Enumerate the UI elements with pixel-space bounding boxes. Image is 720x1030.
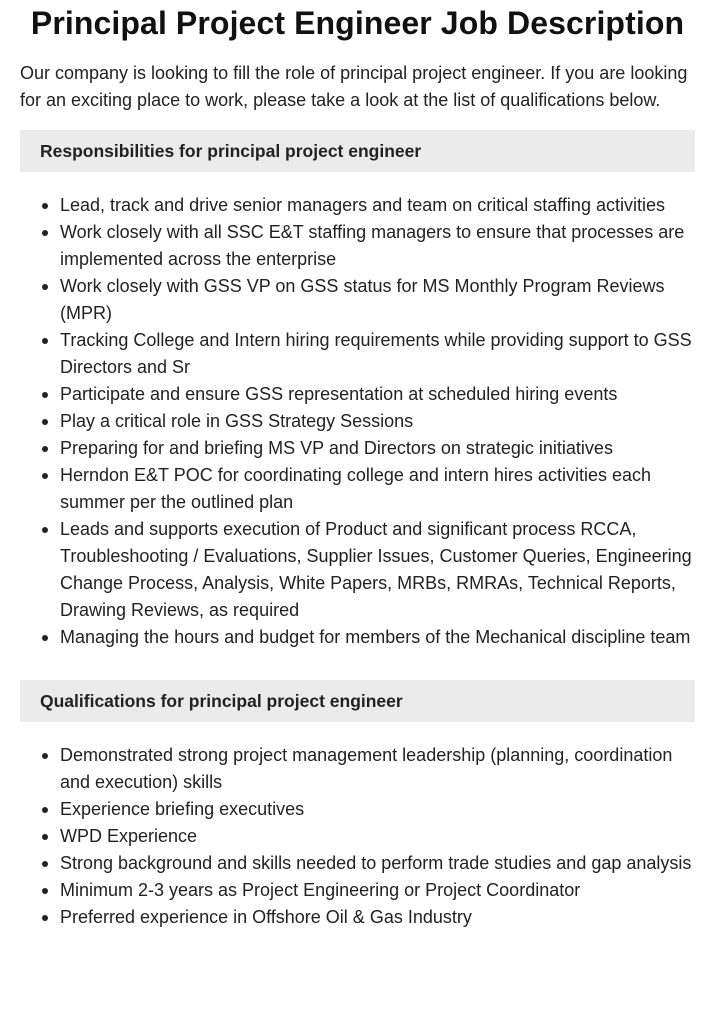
qualification-item: WPD Experience [60, 823, 695, 850]
qualifications-heading: Qualifications for principal project engineer [20, 680, 695, 722]
responsibility-item: Leads and supports execution of Product and significant process RCCA, Troubleshooting / Evaluations, Supplier Issues, Customer Queries, Engineering Change Process, Analysis, White Papers, MRBs, RMRAs, Technical Reports, Drawing Reviews, as required [60, 516, 695, 624]
qualifications-list [20, 742, 695, 931]
responsibility-item: Managing the hours and budget for members of the Mechanical discipline team [60, 624, 695, 651]
responsibilities-list [20, 192, 695, 651]
qualification-item: Preferred experience in Offshore Oil & Gas Industry [60, 904, 695, 931]
qualification-item: Minimum 2-3 years as Project Engineering or Project Coordinator [60, 877, 695, 904]
page-title: Principal Project Engineer Job Description [30, 5, 685, 41]
intro-paragraph: Our company is looking to fill the role of principal project engineer. If you are looking for an exciting place to work, please take a look at the list of qualifications below. [20, 63, 688, 110]
responsibility-item: Participate and ensure GSS representation at scheduled hiring events [60, 381, 695, 408]
qualification-item: Experience briefing executives [60, 796, 695, 823]
responsibility-item: Work closely with all SSC E&T staffing managers to ensure that processes are implemented across the enterprise [60, 219, 695, 273]
responsibility-item: Work closely with GSS VP on GSS status for MS Monthly Program Reviews (MPR) [60, 273, 695, 327]
responsibility-item: Preparing for and briefing MS VP and Directors on strategic initiatives [60, 435, 695, 462]
qualification-item: Strong background and skills needed to perform trade studies and gap analysis [60, 850, 695, 877]
responsibility-item: Play a critical role in GSS Strategy Sessions [60, 408, 695, 435]
qualification-item: Demonstrated strong project management leadership (planning, coordination and execution) skills [60, 742, 695, 796]
responsibility-item: Herndon E&T POC for coordinating college and intern hires activities each summer per the outlined plan [60, 462, 695, 516]
responsibilities-heading: Responsibilities for principal project engineer [20, 130, 695, 172]
responsibility-item: Lead, track and drive senior managers and team on critical staffing activities [60, 192, 695, 219]
responsibility-item: Tracking College and Intern hiring requirements while providing support to GSS Directors and Sr [60, 327, 695, 381]
